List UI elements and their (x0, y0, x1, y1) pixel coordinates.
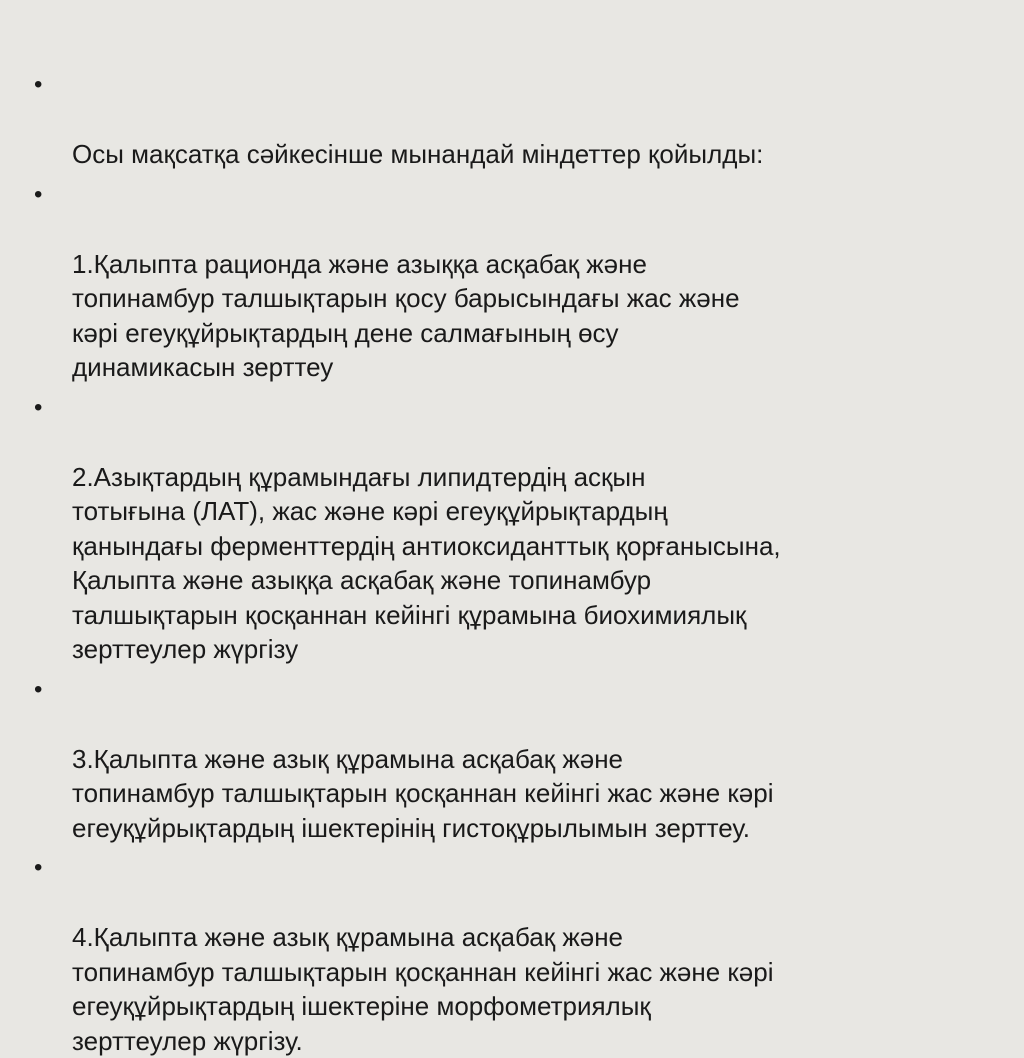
list-item-text: Осы мақсатқа сәйкесінше мынандай міндеттер қойылды: (72, 139, 764, 169)
bullet-icon: • (34, 71, 43, 98)
objectives-list (34, 68, 984, 1058)
bullet-icon: • (34, 675, 43, 703)
list-item (34, 673, 984, 846)
list-item (34, 851, 984, 1058)
bullet-icon: • (34, 180, 43, 208)
list-item-text: 2.Азықтардың құрамындағы липидтердің асқын тотығына (ЛАТ), жас және кәрі егеуқұйрықтардың қанындағы ферменттердің антиоксиданттық қорғанысына, Қалыпта және азыққа асқабақ және топинамбур талшықтарын қосқаннан кейінгі құрамына биохимиялық зерттеулер жүргізу (72, 461, 781, 664)
bullet-icon: • (34, 393, 43, 421)
list-item (34, 68, 984, 172)
list-item-text: 1.Қалыпта рационда және азыққа асқабақ және топинамбур талшықтарын қосу барысындағы жас және кәрі егеуқұйрықтардың дене салмағының өсу динамикасын зерттеу (72, 248, 740, 382)
list-item (34, 178, 984, 385)
list-item-text: 3.Қалыпта және азық құрамына асқабақ және топинамбур талшықтарын қосқаннан кейінгі жас және кәрі егеуқұйрықтардың ішектерінің гистоқұрылымын зерттеу. (72, 743, 774, 843)
list-item-text: 4.Қалыпта және азық құрамына асқабақ және топинамбур талшықтарын қосқаннан кейінгі жас және кәрі егеуқұйрықтардың ішектеріне морфометриялық зерттеулер жүргізу. (72, 922, 774, 1056)
bullet-icon: • (34, 854, 43, 881)
list-item (34, 391, 984, 667)
